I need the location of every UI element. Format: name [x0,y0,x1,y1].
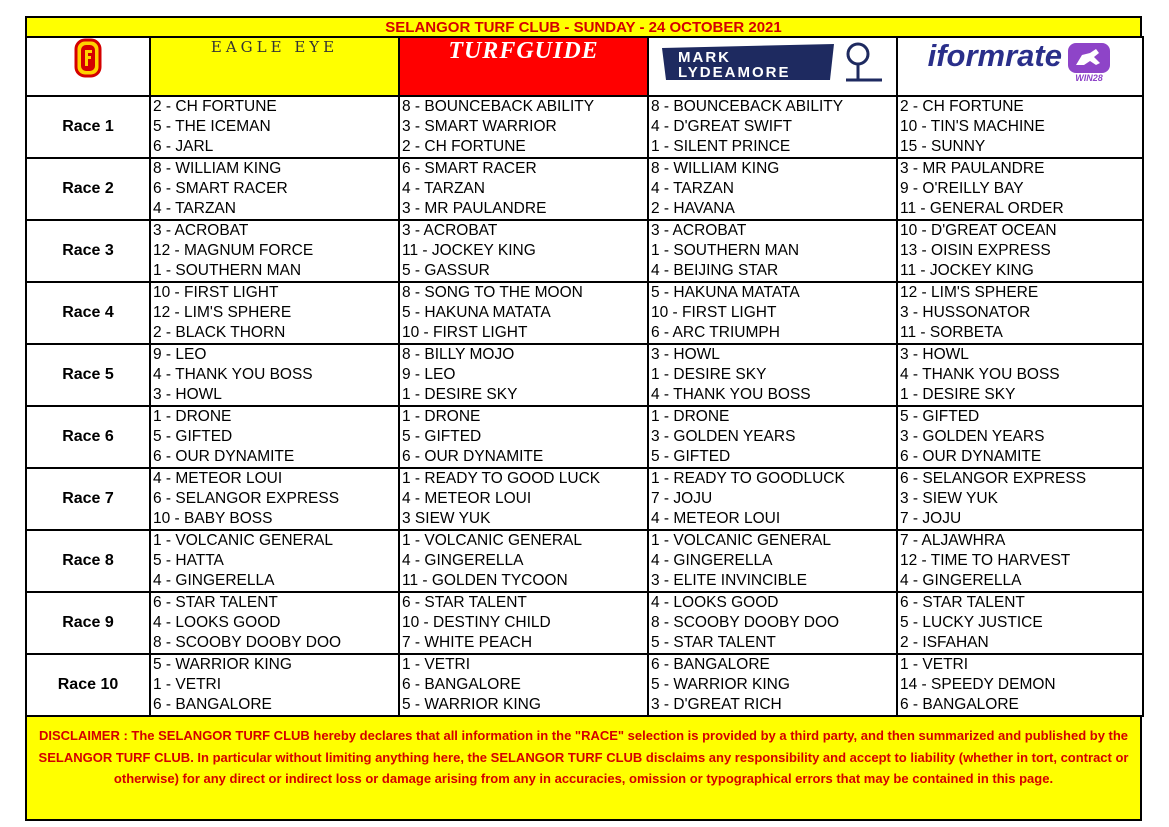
pick-cell [150,282,399,344]
pick-entry: 10 - FIRST LIGHT [153,284,279,301]
pick-cell [897,282,1143,344]
pick-entry: 1 - DRONE [153,408,232,425]
race-label: Race 9 [26,592,150,654]
pick-cell [399,344,648,406]
pick-entry: 9 - LEO [153,346,207,363]
pick-entry: 4 - THANK YOU BOSS [651,386,811,403]
pick-entry: 3 - D'GREAT RICH [651,696,782,713]
pick-entry: 6 - STAR TALENT [900,594,1025,611]
pick-cell [648,468,897,530]
pick-entry: 9 - LEO [402,366,456,383]
pick-entry: 10 - FIRST LIGHT [651,304,777,321]
pick-entry: 10 - D'GREAT OCEAN [900,222,1057,239]
pick-entry: 4 - BEIJING STAR [651,262,779,279]
pick-cell [897,530,1143,592]
pick-entry: 5 - STAR TALENT [651,634,776,651]
pick-entry: 11 - GENERAL ORDER [900,200,1064,217]
race-row [26,468,1143,530]
pick-cell [648,282,897,344]
pick-entry: 3 - ACROBAT [153,222,249,239]
race-row [26,96,1143,158]
pick-entry: 7 - JOJU [651,490,713,507]
pick-cell [150,654,399,716]
pick-cell [150,592,399,654]
pick-cell [399,96,648,158]
pick-entry: 5 - GIFTED [651,448,731,465]
mark-lydeamore-logo-cell [648,37,897,96]
pick-cell [897,220,1143,282]
stc-logo-cell [26,37,150,96]
pick-entry: 4 - GINGERELLA [402,552,524,569]
pick-cell [399,468,648,530]
svg-text:LYDEAMORE: LYDEAMORE [677,64,790,81]
race-row [26,282,1143,344]
pick-cell [399,654,648,716]
pick-cell [897,158,1143,220]
pick-entry: 8 - SCOOBY DOOBY DOO [651,614,840,631]
pick-entry: 5 - HAKUNA MATATA [402,304,551,321]
pick-entry: 13 - OISIN EXPRESS [900,242,1051,259]
pick-cell [399,592,648,654]
header-row [26,37,1143,96]
pick-cell [150,530,399,592]
pick-entry: 7 - WHITE PEACH [402,634,533,651]
win28-horse-icon [1066,41,1112,83]
pick-entry: 5 - GIFTED [153,428,233,445]
race-label: Race 7 [26,468,150,530]
pick-entry: 5 - GIFTED [402,428,482,445]
pick-entry: 7 - ALJAWHRA [900,532,1006,549]
pick-entry: 1 - SOUTHERN MAN [651,242,800,259]
pick-cell [648,654,897,716]
pick-entry: 4 - THANK YOU BOSS [153,366,313,383]
pick-entry: 6 - SMART RACER [153,180,288,197]
pick-entry: 1 - VETRI [402,656,471,673]
turfguide-logo-cell [399,37,648,96]
pick-entry: 5 - GASSUR [402,262,490,279]
pick-entry: 12 - TIME TO HARVEST [900,552,1071,569]
tips-table [25,36,1144,717]
race-label: Race 8 [26,530,150,592]
pick-entry: 6 - BANGALORE [900,696,1019,713]
page-title: SELANGOR TURF CLUB - SUNDAY - 24 OCTOBER 2021 [25,16,1142,38]
pick-entry: 1 - READY TO GOOD LUCK [402,470,601,487]
pick-entry: 10 - DESTINY CHILD [402,614,551,631]
race-label: Race 2 [26,158,150,220]
pick-entry: 6 - BANGALORE [153,696,272,713]
pick-entry: 5 - HATTA [153,552,224,569]
pick-entry: 4 - TARZAN [402,180,485,197]
race-label: Race 3 [26,220,150,282]
pick-entry: 3 - SIEW YUK [900,490,998,507]
pick-cell [648,158,897,220]
pick-cell [648,530,897,592]
pick-cell [150,344,399,406]
pick-entry: 8 - BOUNCEBACK ABILITY [402,98,595,115]
race-row [26,158,1143,220]
race-row [26,220,1143,282]
pick-cell [150,406,399,468]
pick-entry: 6 - SELANGOR EXPRESS [900,470,1087,487]
race-row [26,344,1143,406]
race-label: Race 5 [26,344,150,406]
pick-entry: 1 - SOUTHERN MAN [153,262,302,279]
pick-entry: 10 - FIRST LIGHT [402,324,528,341]
pick-entry: 9 - O'REILLY BAY [900,180,1024,197]
pick-entry: 2 - CH FORTUNE [402,138,526,155]
pick-entry: 1 - VOLCANIC GENERAL [651,532,832,549]
pick-cell [150,158,399,220]
pick-cell [399,220,648,282]
pick-entry: 3 - GOLDEN YEARS [900,428,1045,445]
pick-cell [150,468,399,530]
pick-entry: 1 - VOLCANIC GENERAL [402,532,583,549]
pick-entry: 10 - TIN'S MACHINE [900,118,1045,135]
pick-cell [399,158,648,220]
pick-entry: 5 - WARRIOR KING [153,656,292,673]
pick-entry: 4 - METEOR LOUI [153,470,283,487]
pick-entry: 11 - GOLDEN TYCOON [402,572,568,589]
pick-cell [648,592,897,654]
pick-entry: 1 - DRONE [402,408,481,425]
pick-entry: 6 - ARC TRIUMPH [651,324,780,341]
pick-cell [399,406,648,468]
pick-cell [897,96,1143,158]
pick-entry: 2 - ISFAHAN [900,634,989,651]
iformrate-logo-icon: iformrate [927,38,1062,73]
pick-entry: 3 - MR PAULANDRE [900,160,1045,177]
pick-entry: 8 - WILLIAM KING [153,160,282,177]
pick-entry: 3 - HOWL [900,346,969,363]
pick-entry: 6 - BANGALORE [651,656,770,673]
pick-entry: 4 - METEOR LOUI [651,510,781,527]
turfguide-logo-icon: TURFGUIDE [448,38,599,64]
pick-entry: 4 - THANK YOU BOSS [900,366,1060,383]
pick-entry: 2 - CH FORTUNE [153,98,277,115]
pick-cell [897,344,1143,406]
race-label: Race 4 [26,282,150,344]
pick-entry: 8 - BOUNCEBACK ABILITY [651,98,844,115]
pick-entry: 6 - STAR TALENT [153,594,278,611]
eagle-eye-logo-cell [150,37,399,96]
race-label: Race 10 [26,654,150,716]
pick-entry: 1 - DESIRE SKY [402,386,518,403]
pick-entry: 1 - SILENT PRINCE [651,138,791,155]
pick-entry: 4 - TARZAN [651,180,734,197]
pick-entry: 6 - SELANGOR EXPRESS [153,490,340,507]
pick-entry: 3 - HUSSONATOR [900,304,1031,321]
iformrate-logo-cell [897,37,1143,96]
pick-cell [150,220,399,282]
pick-entry: 1 - READY TO GOODLUCK [651,470,845,487]
pick-entry: 6 - OUR DYNAMITE [900,448,1042,465]
pick-entry: 3 - GOLDEN YEARS [651,428,796,445]
pick-entry: 10 - BABY BOSS [153,510,273,527]
pick-entry: 12 - MAGNUM FORCE [153,242,314,259]
pick-cell [897,468,1143,530]
pick-entry: 4 - METEOR LOUI [402,490,532,507]
pick-entry: 1 - VOLCANIC GENERAL [153,532,334,549]
pick-cell [897,654,1143,716]
pick-entry: 5 - WARRIOR KING [651,676,790,693]
pick-entry: 2 - BLACK THORN [153,324,286,341]
pick-entry: 5 - WARRIOR KING [402,696,541,713]
mark-lydeamore-logo-icon [658,38,888,86]
pick-entry: 2 - CH FORTUNE [900,98,1024,115]
pick-entry: 3 - SMART WARRIOR [402,118,557,135]
selangor-turf-club-logo-icon [74,38,102,78]
disclaimer: DISCLAIMER : The SELANGOR TURF CLUB hereby declares that all information in the "RACE" selection is provided by a third party, and then summarized and published by the SELANGOR TURF CLUB. In particular without limiting anything here, the SELANGOR TURF CLUB disclaims any responsibility and accept to liability (whether in tort, contract or otherwise) for any direct or indirect loss or damage arising from any in accuracies, omission or typographical errors that may be contained in this page. [25,717,1142,821]
pick-entry: 1 - DRONE [651,408,730,425]
pick-entry: 6 - SMART RACER [402,160,537,177]
pick-entry: 12 - LIM'S SPHERE [900,284,1039,301]
svg-text:MARK: MARK [677,49,731,66]
pick-cell [150,96,399,158]
pick-entry: 4 - GINGERELLA [153,572,275,589]
win28-label: WIN28 [1075,72,1104,83]
pick-entry: 4 - LOOKS GOOD [651,594,779,611]
pick-entry: 5 - LUCKY JUSTICE [900,614,1043,631]
pick-entry: 6 - BANGALORE [402,676,521,693]
pick-entry: 3 - ELITE INVINCIBLE [651,572,807,589]
pick-entry: 8 - SONG TO THE MOON [402,284,583,301]
pick-cell [648,96,897,158]
race-tips-sheet [25,16,1142,821]
pick-entry: 8 - WILLIAM KING [651,160,780,177]
pick-entry: 1 - VETRI [900,656,969,673]
pick-entry: 6 - OUR DYNAMITE [153,448,295,465]
pick-entry: 14 - SPEEDY DEMON [900,676,1056,693]
pick-entry: 11 - JOCKEY KING [900,262,1034,279]
eagle-eye-logo-icon: EAGLE EYE [210,38,339,56]
pick-entry: 4 - GINGERELLA [651,552,773,569]
pick-entry: 12 - LIM'S SPHERE [153,304,292,321]
pick-entry: 5 - HAKUNA MATATA [651,284,800,301]
pick-entry: 4 - D'GREAT SWIFT [651,118,793,135]
race-row [26,530,1143,592]
pick-entry: 7 - JOJU [900,510,962,527]
pick-entry: 6 - STAR TALENT [402,594,527,611]
race-rows [26,96,1143,716]
race-row [26,654,1143,716]
pick-entry: 3 - ACROBAT [651,222,747,239]
pick-entry: 2 - HAVANA [651,200,735,217]
pick-entry: 8 - SCOOBY DOOBY DOO [153,634,342,651]
race-label: Race 6 [26,406,150,468]
pick-entry: 4 - LOOKS GOOD [153,614,281,631]
pick-entry: 6 - OUR DYNAMITE [402,448,544,465]
pick-cell [648,406,897,468]
pick-entry: 3 SIEW YUK [402,510,491,527]
pick-cell [648,344,897,406]
race-label: Race 1 [26,96,150,158]
pick-cell [897,592,1143,654]
pick-entry: 6 - JARL [153,138,214,155]
pick-entry: 8 - BILLY MOJO [402,346,515,363]
pick-entry: 3 - HOWL [153,386,222,403]
race-row [26,592,1143,654]
pick-entry: 11 - SORBETA [900,324,1003,341]
pick-entry: 1 - VETRI [153,676,222,693]
pick-entry: 15 - SUNNY [900,138,986,155]
pick-entry: 4 - TARZAN [153,200,236,217]
pick-entry: 3 - ACROBAT [402,222,498,239]
pick-entry: 4 - GINGERELLA [900,572,1022,589]
pick-entry: 5 - GIFTED [900,408,980,425]
pick-cell [648,220,897,282]
pick-cell [897,406,1143,468]
pick-entry: 1 - DESIRE SKY [900,386,1016,403]
pick-cell [399,282,648,344]
pick-cell [399,530,648,592]
pick-entry: 3 - HOWL [651,346,720,363]
pick-entry: 1 - DESIRE SKY [651,366,767,383]
pick-entry: 11 - JOCKEY KING [402,242,536,259]
race-row [26,406,1143,468]
pick-entry: 3 - MR PAULANDRE [402,200,547,217]
pick-entry: 5 - THE ICEMAN [153,118,271,135]
